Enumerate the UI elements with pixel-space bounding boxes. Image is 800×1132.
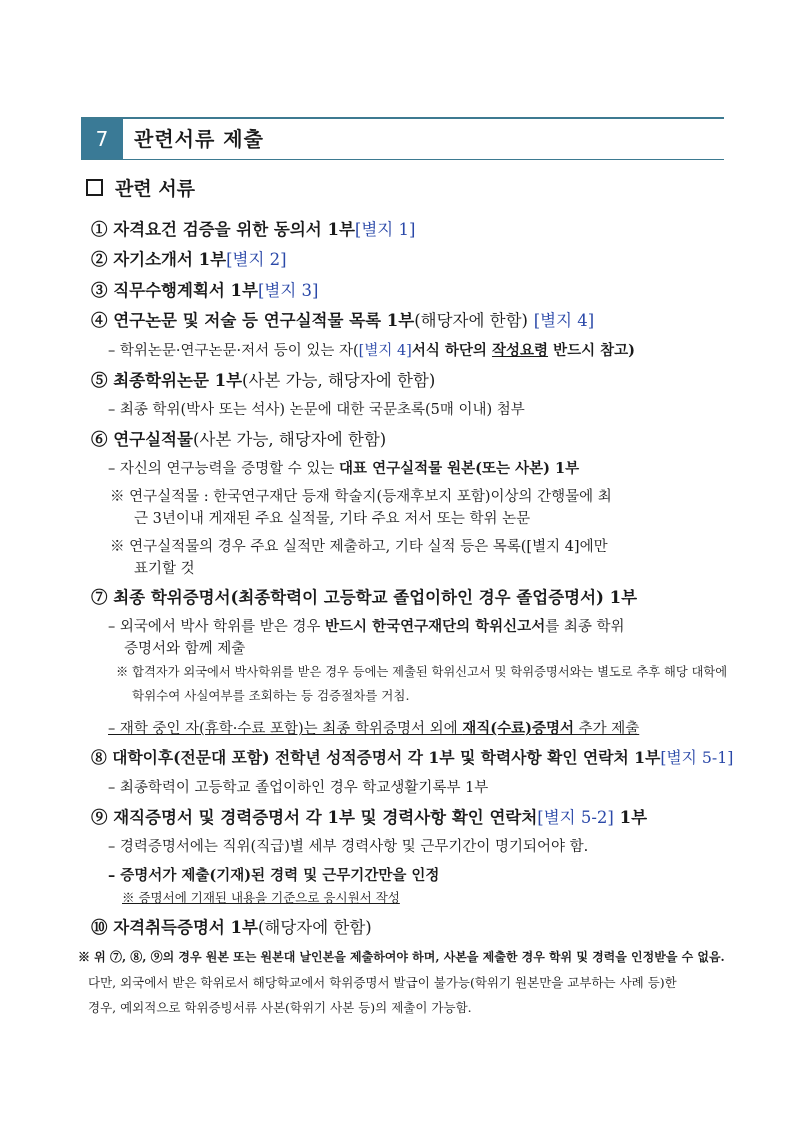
- item-6-note-2b: 표기할 것: [134, 561, 195, 577]
- checkbox-square-icon: [86, 179, 103, 196]
- item-6-text: ⑥ 연구실적물: [91, 430, 193, 449]
- item-4-paren: (해당자에 한함): [414, 311, 528, 330]
- item-2-text: ② 자기소개서 1부: [91, 250, 227, 269]
- item-7-detail-2: – 재학 중인 자(휴학·수료 포함)는 최종 학위증명서 외에 재직(수료)증명서 추가 제출: [108, 720, 640, 737]
- item-6-note-2a: ※ 연구실적물의 경우 주요 실적만 제출하고, 기타 실적 등은 목록([별지 4]에만: [110, 539, 608, 555]
- item-5-paren: (사본 가능, 해당자에 한함): [242, 371, 436, 390]
- item-7-note-b: 학위수여 사실여부를 조회하는 등 검증절차를 거침.: [132, 688, 410, 703]
- item-5-text: ⑤ 최종학위논문 1부: [91, 371, 243, 390]
- item-8-text: ⑧ 대학이후(전문대 포함) 전학년 성적증명서 각 1부 및 학력사항 확인 연락처 1부: [91, 748, 661, 767]
- item-9-text: ⑨ 재직증명서 및 경력증명서 각 1부 및 경력사항 확인 연락처: [91, 808, 538, 827]
- item-3-text: ③ 직무수행계획서 1부: [91, 281, 258, 300]
- item-7-detail-1b: 증명서와 함께 제출: [124, 641, 246, 657]
- item-4-text: ④ 연구논문 및 저술 등 연구실적물 목록 1부: [91, 311, 415, 330]
- item-5-detail: – 최종 학위(박사 또는 석사) 논문에 대한 국문초록(5매 이내) 첨부: [108, 402, 525, 418]
- item-3-ref: [별지 3]: [257, 281, 319, 300]
- footnote-line-2: 다만, 외국에서 받은 학위로서 해당학교에서 학위증명서 발급이 불가능(학위기 원본만을 교부하는 사례 등)한: [88, 975, 677, 990]
- list-item-10: [91, 914, 372, 938]
- section-header: [81, 117, 724, 160]
- list-item-3: [91, 277, 318, 301]
- item-9-ref: [별지 5-2]: [537, 808, 614, 827]
- item-10-paren: (해당자에 한함): [257, 918, 372, 937]
- item-2-ref: [별지 2]: [226, 250, 287, 269]
- item-1-text: ① 자격요건 검증을 위한 동의서 1부: [91, 220, 355, 239]
- section-title: 관련서류 제출: [134, 127, 264, 151]
- item-4-detail-ref: [별지 4]: [358, 343, 412, 359]
- item-4-ref: [별지 4]: [533, 311, 595, 330]
- item-6-note-1a: ※ 연구실적물 : 한국연구재단 등재 학술지(등재후보지 포함)이상의 간행물에 최: [110, 489, 612, 505]
- list-item-9: ⑨ 재직증명서 및 경력증명서 각 1부 및 경력사항 확인 연락처[별지 5-2] 1부: [91, 808, 648, 827]
- documents-heading: [86, 174, 195, 201]
- list-item-7: ⑦ 최종 학위증명서(최종학력이 고등학교 졸업이하인 경우 졸업증명서) 1부: [91, 588, 638, 607]
- item-8-ref: [별지 5-1]: [660, 748, 734, 767]
- item-4-detail: – 학위논문·연구논문·저서 등이 있는 자([별지 4]서식 하단의 작성요령 반드시 참고): [108, 342, 636, 359]
- list-item-1: [91, 216, 415, 240]
- list-item-8: [91, 745, 733, 768]
- footnote-line-3: 경우, 예외적으로 학위증빙서류 사본(학위기 사본 등)의 제출이 가능함.: [88, 1000, 472, 1015]
- list-item-2: [91, 246, 287, 270]
- item-7-note-a: ※ 합격자가 외국에서 박사학위를 받은 경우 등에는 제출된 학위신고서 및 학위증명서와는 별도로 추후 해당 대학에: [116, 665, 728, 679]
- writing-guide-underlined: 작성요령: [491, 342, 549, 359]
- list-item-5: [91, 367, 435, 391]
- item-6-detail: – 자신의 연구능력을 증명할 수 있는 대표 연구실적물 원본(또는 사본) 1부: [108, 460, 580, 477]
- item-9-detail-2: – 증명서가 제출(기재)된 경력 및 근무기간만을 인정: [108, 867, 440, 884]
- section-number: 7: [81, 119, 123, 159]
- item-6-note-1b: 근 3년이내 게재된 주요 실적물, 기타 주요 저서 또는 학위 논문: [134, 511, 531, 527]
- item-1-ref: [별지 1]: [354, 220, 416, 239]
- list-item-6: [91, 426, 386, 450]
- list-item-4: [91, 307, 594, 331]
- item-9-detail-1: – 경력증명서에는 직위(직급)별 세부 경력사항 및 근무기간이 명기되어야 함.: [108, 839, 589, 855]
- item-10-text: ⑩ 자격취득증명서 1부: [91, 918, 258, 937]
- footnote-line-1: ※ 위 ⑦, ⑧, ⑨의 경우 원본 또는 원본대 날인본을 제출하여야 하며, 사본을 제출한 경우 학위 및 경력을 인정받을 수 없음.: [78, 950, 725, 964]
- heading-text: 관련 서류: [115, 178, 196, 200]
- item-9-note: ※ 증명서에 기재된 내용을 기준으로 응시원서 작성: [122, 890, 400, 905]
- item-7-detail-1a: – 외국에서 박사 학위를 받은 경우 반드시 한국연구재단의 학위신고서를 최종 학위: [108, 618, 625, 635]
- item-6-paren: (사본 가능, 해당자에 한함): [192, 430, 387, 449]
- item-8-detail: – 최종학력이 고등학교 졸업이하인 경우 학교생활기록부 1부: [108, 780, 489, 796]
